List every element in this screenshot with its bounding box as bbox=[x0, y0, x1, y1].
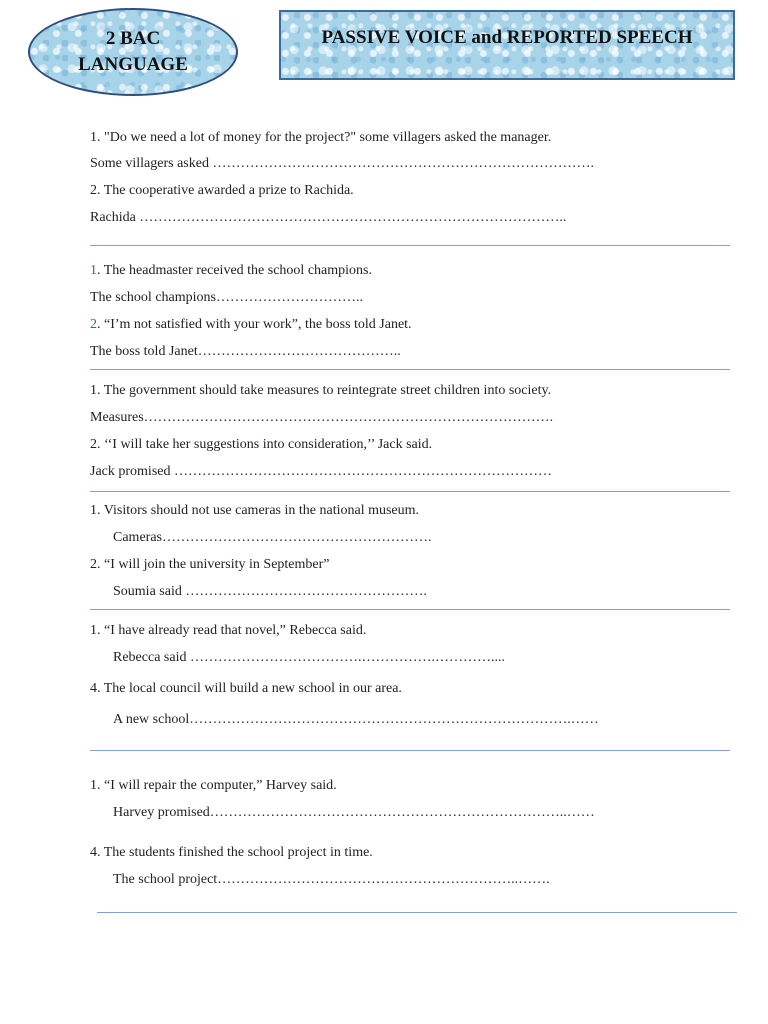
answer-line: The school project………………………………………………………..……. bbox=[113, 872, 550, 887]
question: 1. Visitors should not use cameras in the national museum. bbox=[90, 503, 420, 518]
answer-line: Some villagers asked ………………………………………………………………………. bbox=[90, 156, 594, 171]
answer-line: Soumia said ……………………………………………. bbox=[113, 584, 427, 599]
answer-line: Cameras…………………………………………………. bbox=[113, 530, 432, 545]
question-text: . The headmaster received the school champions. bbox=[97, 263, 372, 278]
question: 2. The cooperative awarded a prize to Rachida. bbox=[90, 183, 354, 198]
question: 4. The local council will build a new school in our area. bbox=[90, 681, 402, 696]
question: 1. "Do we need a lot of money for the project?" some villagers asked the manager. bbox=[90, 130, 552, 145]
question: 1. “I will repair the computer,” Harvey said. bbox=[90, 778, 337, 793]
question: 4. The students finished the school project in time. bbox=[90, 845, 373, 860]
answer-line: The school champions………………………….. bbox=[90, 290, 363, 305]
question: 2. ‘‘I will take her suggestions into consideration,’’ Jack said. bbox=[90, 437, 433, 452]
question-text: . “I’m not satisfied with your work”, the boss told Janet. bbox=[97, 317, 412, 332]
worksheet-title: PASSIVE VOICE and REPORTED SPEECH bbox=[321, 27, 693, 48]
question: 2. “I will join the university in September” bbox=[90, 557, 330, 572]
question bbox=[90, 262, 372, 280]
answer-line: A new school……………………………………………………………………….…… bbox=[113, 712, 599, 727]
answer-line: Rebecca said ……………………………….…………….………….... bbox=[113, 650, 505, 665]
section-divider bbox=[90, 609, 730, 610]
badge-line-1: 2 BAC bbox=[105, 28, 161, 49]
question: 1. “I have already read that novel,” Rebecca said. bbox=[90, 623, 367, 638]
section-divider bbox=[90, 491, 730, 492]
section-divider bbox=[90, 245, 730, 246]
badge-line-2: LANGUAGE bbox=[78, 54, 188, 75]
question bbox=[90, 316, 412, 334]
question-number: 1 bbox=[90, 263, 97, 278]
section-divider bbox=[90, 750, 730, 751]
question: 1. The government should take measures to reintegrate street children into society. bbox=[90, 383, 552, 398]
answer-line: Rachida ……………………………………………………………………………….. bbox=[90, 210, 567, 225]
question-number: 2 bbox=[90, 317, 97, 332]
answer-line: The boss told Janet…………………………………….. bbox=[90, 344, 401, 359]
answer-line: Harvey promised…………………………………………………………………..…… bbox=[113, 805, 595, 820]
section-divider bbox=[90, 369, 730, 370]
answer-line: Jack promised ……………………………………………………………………… bbox=[90, 464, 552, 479]
section-divider bbox=[97, 912, 737, 913]
answer-line: Measures……………………………………………………………………………. bbox=[90, 410, 554, 425]
